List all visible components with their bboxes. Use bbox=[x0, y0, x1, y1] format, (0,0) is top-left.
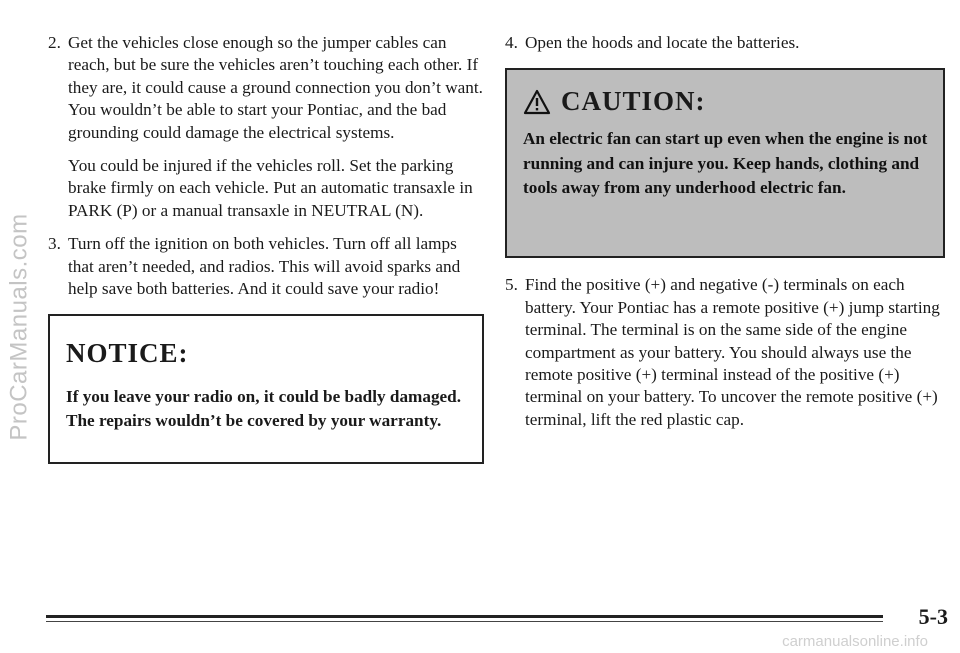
step-2-paragraph-2: You could be injured if the vehicles roll. Set the parking brake firmly on each vehicle. Put an automatic transaxle in PARK (P) or a manual transaxle in NEUTRAL (N). bbox=[68, 156, 473, 220]
caution-header bbox=[523, 86, 929, 117]
caution-text: An electric fan can start up even when the engine is not running and can injure you. Keep hands, clothing and tools away from any underhood electric fan. bbox=[523, 129, 928, 198]
page-number: 5-3 bbox=[918, 604, 948, 629]
step-5-paragraph-1: Find the positive (+) and negative (-) terminals on each battery. Your Pontiac has a remote positive (+) jump starting terminal. The terminal is on the same side of the engine compartment as your battery. You should always use the remote positive (+) terminal instead of the positive (+) terminal on your battery. To uncover the remote positive (+) terminal, lift the red plastic cap. bbox=[525, 275, 940, 429]
notice-box bbox=[48, 314, 484, 464]
step-3-body bbox=[68, 233, 484, 300]
warning-triangle-icon bbox=[523, 89, 551, 115]
side-watermark-text: ProCarManuals.com bbox=[6, 212, 33, 441]
left-column bbox=[48, 32, 484, 464]
step-4 bbox=[505, 32, 945, 54]
right-column bbox=[505, 32, 945, 431]
step-5-body bbox=[525, 274, 945, 431]
footer-rule-thick bbox=[46, 615, 883, 618]
notice-title: NOTICE: bbox=[66, 338, 189, 369]
footer-rule-thin bbox=[46, 621, 883, 622]
notice-text: If you leave your radio on, it could be badly damaged. The repairs wouldn’t be covered by your warranty. bbox=[66, 387, 462, 431]
step-3 bbox=[48, 233, 484, 300]
step-4-paragraph-1: Open the hoods and locate the batteries. bbox=[525, 33, 800, 52]
step-2-number: 2. bbox=[48, 33, 61, 52]
step-3-number: 3. bbox=[48, 234, 61, 254]
step-4-body bbox=[525, 32, 799, 54]
footer-watermark: carmanualsonline.info bbox=[782, 633, 928, 650]
caution-title: CAUTION: bbox=[561, 86, 706, 117]
step-4-number: 4. bbox=[505, 33, 518, 52]
step-2-paragraph-1: Get the vehicles close enough so the jumper cables can reach, but be sure the vehicles aren’t touching each other. If they are, it could cause a ground connection you don’t want. You wouldn’t be able to start your Pontiac, and the bad grounding could damage the electrical systems. bbox=[68, 33, 483, 142]
step-2 bbox=[48, 32, 484, 222]
step-2-body bbox=[68, 32, 484, 222]
step-5-number: 5. bbox=[505, 275, 518, 295]
step-5 bbox=[505, 274, 945, 431]
step-3-paragraph-1: Turn off the ignition on both vehicles. Turn off all lamps that aren’t needed, and radios. This will avoid sparks and help save both batteries. And it could save your radio! bbox=[68, 234, 461, 299]
side-watermark bbox=[2, 0, 38, 653]
caution-box bbox=[505, 68, 945, 258]
